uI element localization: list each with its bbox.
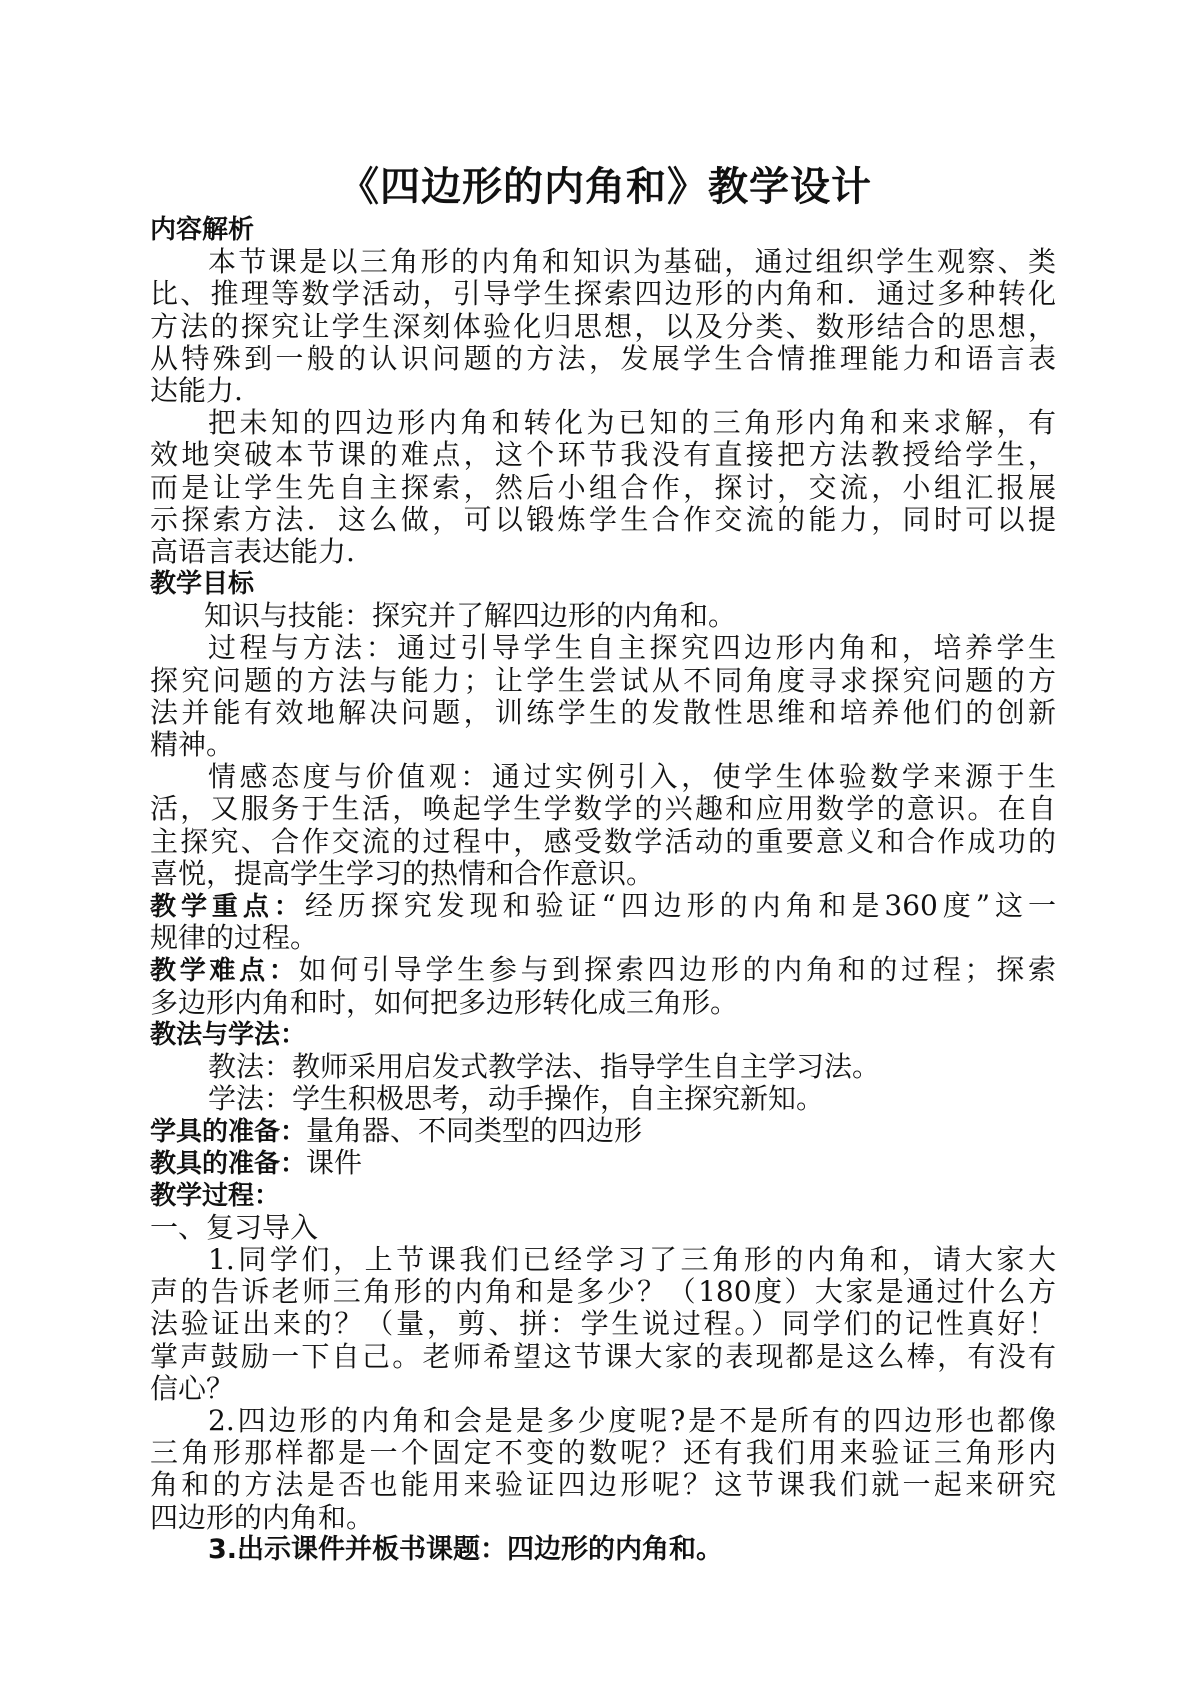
paragraph-line: 规律的过程。 (150, 922, 319, 955)
paragraph-line: 高语言表达能力. (150, 535, 355, 568)
paragraph-line: 知识与技能：探究并了解四边形的内角和。 (204, 600, 737, 633)
paragraph-line: 情感态度与价值观：通过实例引入，使学生体验数学来源于生 (208, 761, 1056, 794)
paragraph-line: 多边形内角和时，如何把多边形转化成三角形。 (150, 986, 739, 1019)
student-tools-line (150, 1115, 1056, 1147)
key-point-label: 教学重点： (150, 891, 305, 922)
paragraph-line: 活，又服务于生活，唤起学生学数学的兴趣和应用数学的意识。在自 (150, 793, 1056, 826)
paragraph-line: 信心？ (150, 1372, 235, 1405)
section-heading-objectives: 教学目标 (150, 569, 255, 600)
paragraph-line: 把未知的四边形内角和转化为已知的三角形内角和来求解，有 (208, 407, 1056, 440)
paragraph-line: 而是让学生先自主探索，然后小组合作，探讨，交流，小组汇报展 (150, 471, 1056, 504)
paragraph-line: 声的告诉老师三角形的内角和是多少？（180度）大家是通过什么方 (150, 1276, 1056, 1309)
paragraph-line: 角和的方法是否也能用来验证四边形呢？这节课我们就一起来研究 (150, 1469, 1056, 1502)
paragraph-line: 精神。 (150, 729, 235, 761)
paragraph-line: 法并能有效地解决问题，训练学生的发散性思维和培养他们的创新 (150, 696, 1056, 729)
paragraph-line: 达能力. (150, 374, 243, 407)
paragraph-line: 主探究、合作交流的过程中，感受数学活动的重要意义和合作成功的 (150, 825, 1056, 858)
paragraph-line: 效地突破本节课的难点，这个环节我没有直接把方法教授给学生， (150, 439, 1056, 472)
section-heading-methods: 教法与学法： (150, 1019, 307, 1050)
paragraph-line: 教法：教师采用启发式教学法、指导学生自主学习法。 (208, 1050, 881, 1083)
paragraph-line: 2.四边形的内角和会是是多少度呢?是不是所有的四边形也都像 (208, 1404, 1056, 1437)
paragraph-line: 三角形那样都是一个固定不变的数呢？还有我们用来验证三角形内 (150, 1437, 1056, 1470)
paragraph-line-bold: 3.出示课件并板书课题：四边形的内角和。 (208, 1533, 724, 1565)
paragraph-line: 法验证出来的？（量，剪、拼：学生说过程。）同学们的记性真好！ (150, 1308, 1056, 1341)
paragraph-line: 方法的探究让学生深刻体验化归思想，以及分类、数形结合的思想， (150, 310, 1056, 343)
paragraph-line: 学法：学生积极思考，动手操作，自主探究新知。 (208, 1083, 825, 1116)
paragraph-line: 探究问题的方法与能力；让学生尝试从不同角度寻求探究问题的方 (150, 664, 1056, 697)
key-point-line (150, 890, 1056, 922)
paragraph-line: 比、推理等数学活动，引导学生探索四边形的内角和．通过多种转化 (150, 278, 1056, 311)
difficulty-label: 教学难点： (150, 956, 299, 987)
paragraph-line: 1.同学们，上节课我们已经学习了三角形的内角和，请大家大 (208, 1244, 1056, 1276)
difficulty-text: 如何引导学生参与到探索四边形的内角和的过程；探索 (298, 954, 1056, 987)
step-title: 一、复习导入 (150, 1211, 319, 1244)
section-heading-process: 教学过程： (150, 1180, 281, 1211)
paragraph-line: 从特殊到一般的认识问题的方法，发展学生合情推理能力和语言表 (150, 342, 1056, 375)
key-point-text: 经历探究发现和验证“四边形的内角和是360度”这一 (304, 889, 1056, 922)
student-tools-label: 学具的准备： (150, 1117, 307, 1148)
paragraph-line: 过程与方法：通过引导学生自主探究四边形内角和，培养学生 (208, 632, 1056, 665)
paragraph-line: 四边形的内角和。 (150, 1501, 375, 1534)
teacher-tools-label: 教具的准备： (150, 1149, 307, 1180)
paragraph-line: 掌声鼓励一下自己。老师希望这节课大家的表现都是这么棒，有没有 (150, 1340, 1056, 1373)
teacher-tools-line (150, 1147, 1056, 1179)
document-title: 《四边形的内角和》教学设计 (339, 164, 872, 210)
section-heading-content-analysis: 内容解析 (150, 215, 255, 245)
document-body (150, 214, 1056, 1566)
difficulty-line (150, 954, 1056, 986)
paragraph-line: 本节课是以三角形的内角和知识为基础，通过组织学生观察、类 (208, 246, 1056, 279)
paragraph-line: 示探索方法．这么做，可以锻炼学生合作交流的能力，同时可以提 (150, 503, 1056, 536)
paragraph-line: 喜悦，提高学生学习的热情和合作意识。 (150, 857, 655, 890)
student-tools-value: 量角器、不同类型的四边形 (306, 1115, 643, 1148)
teacher-tools-value: 课件 (306, 1147, 363, 1180)
